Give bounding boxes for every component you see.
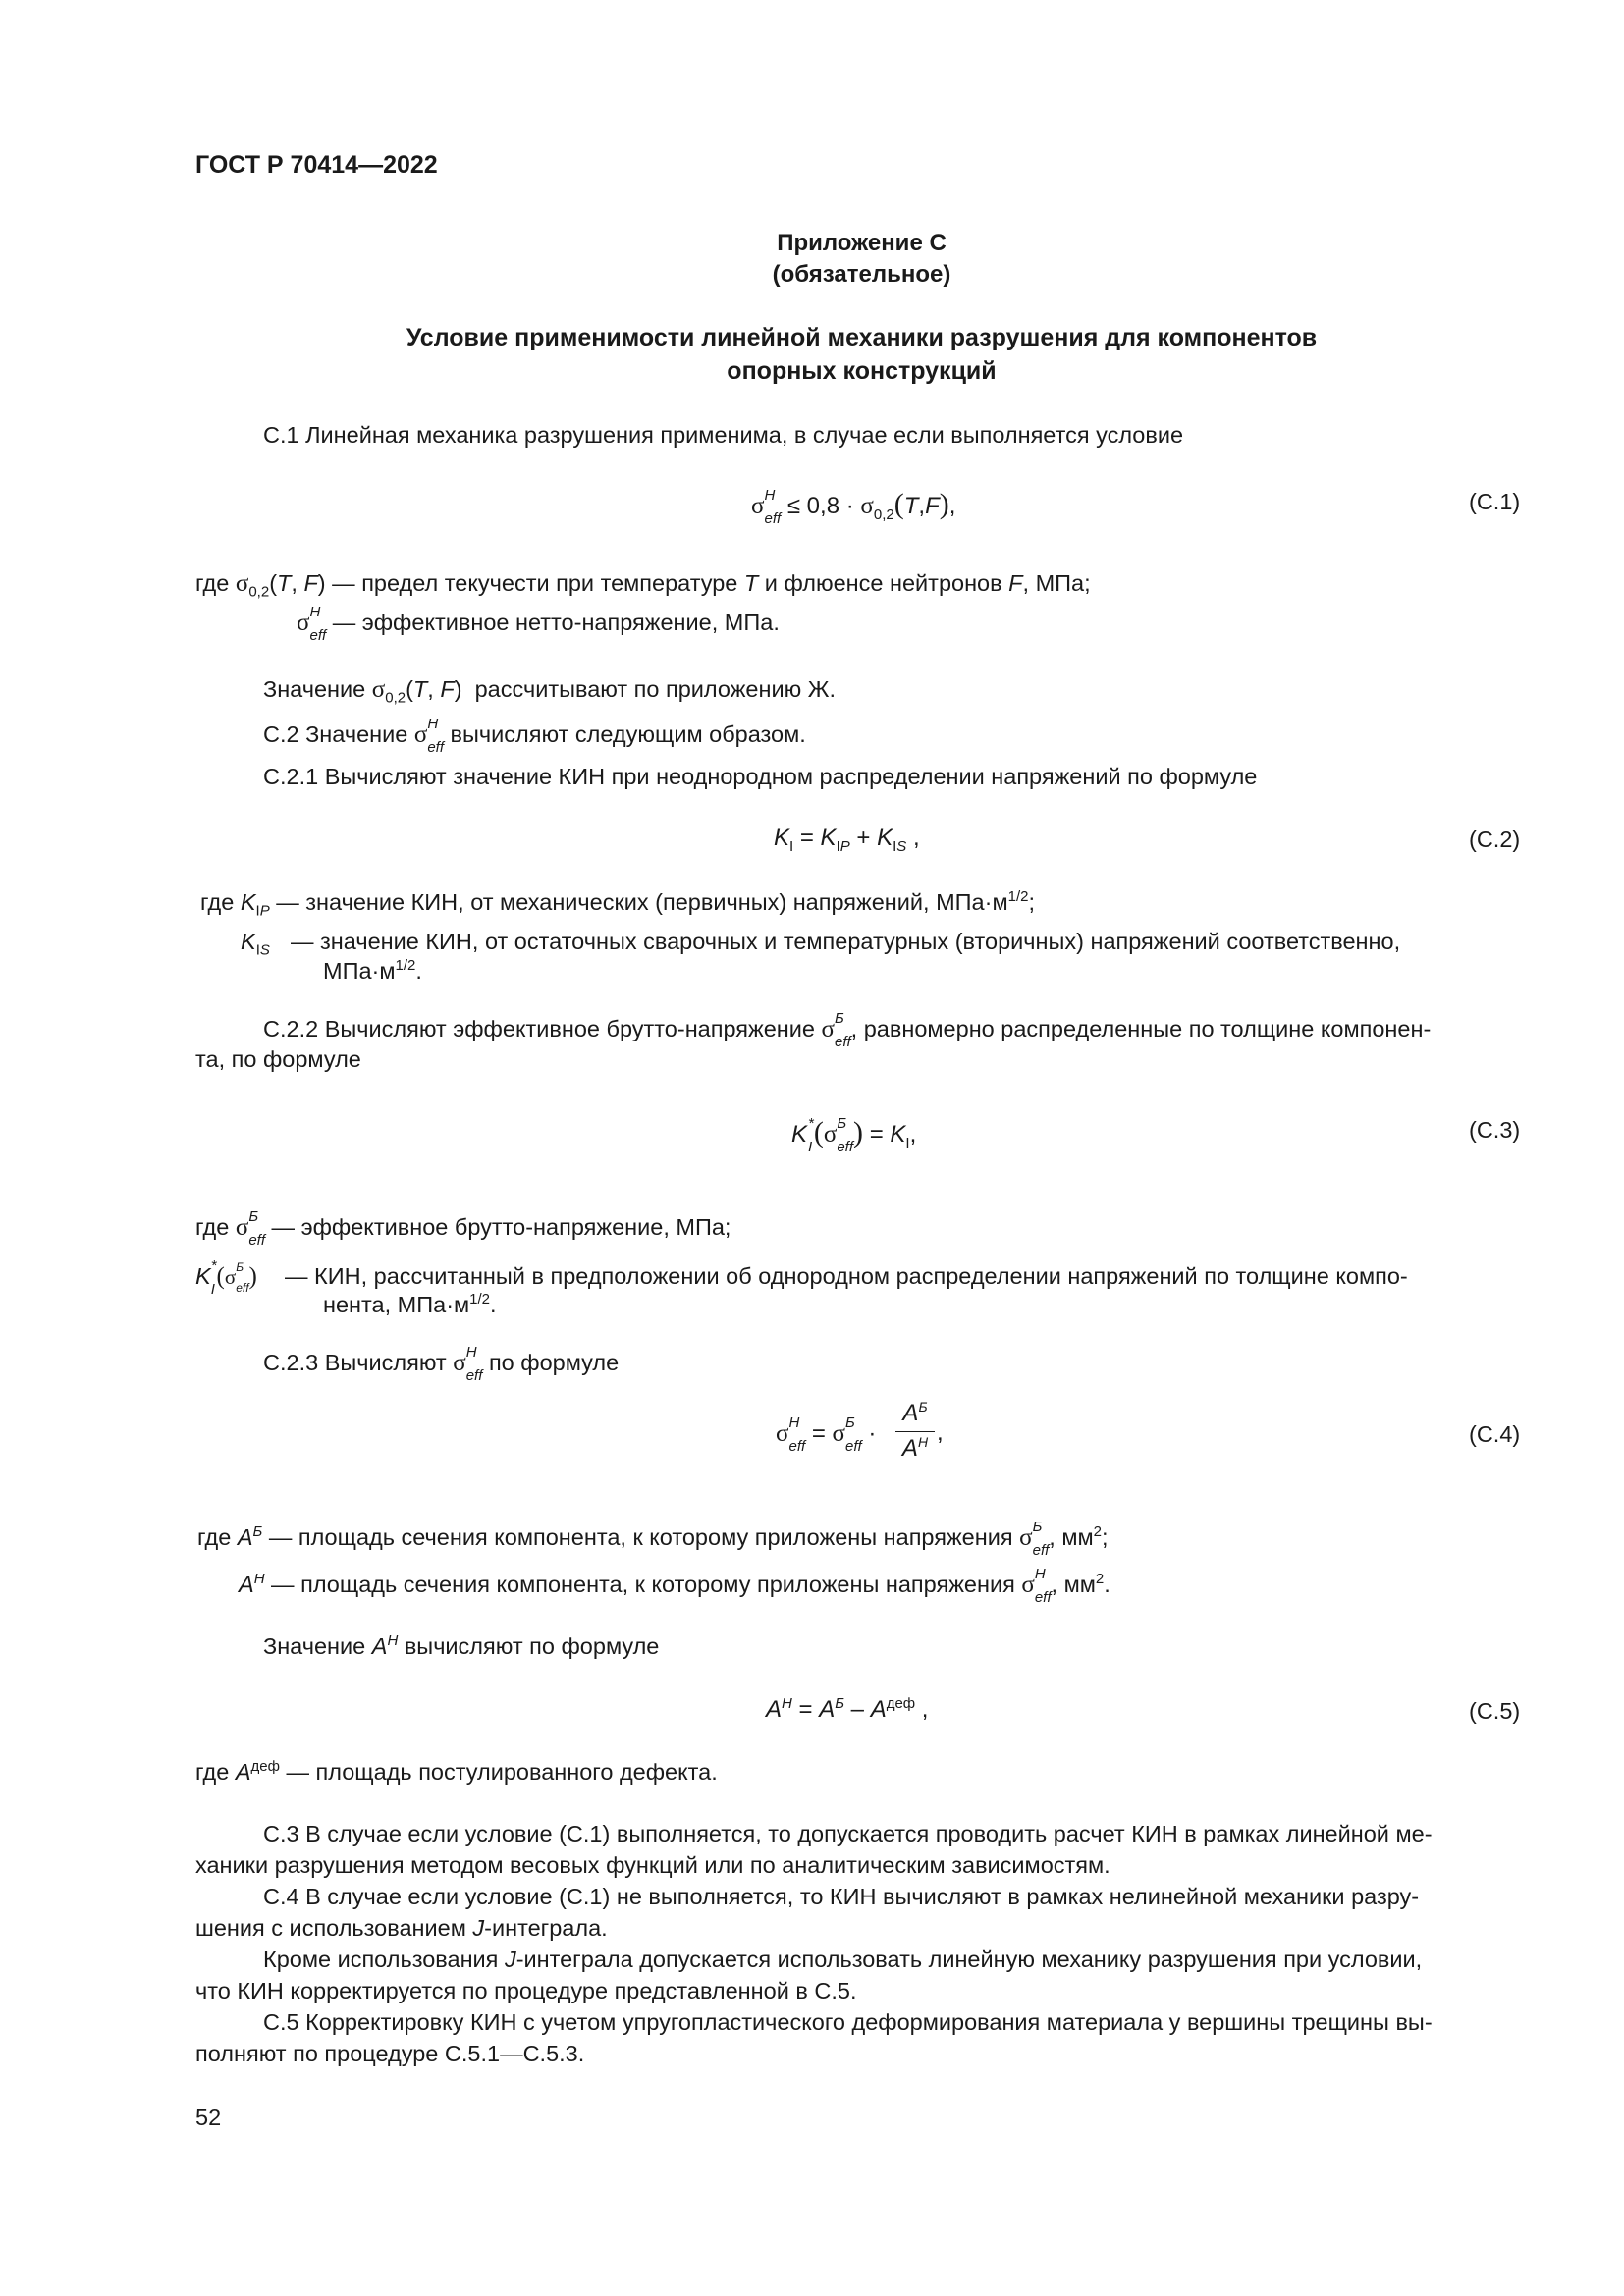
equation-c2: $K_I = K_{IP} + K_{IS}$ , [774,825,920,855]
where1-f: F [1008,570,1023,596]
extra-l1a: Кроме использования [263,1947,499,1972]
c4-l2b: -интеграла. [484,1915,608,1941]
where4-line2-end: , мм [1051,1572,1096,1597]
where1-t: T [743,570,759,596]
value-a-paragraph: Значение $A^H$ вычисляют по формуле [263,1632,660,1659]
where4-line1-end: , мм [1049,1524,1094,1550]
paragraph-c22-line1: С.2.2 Вычисляют эффективное брутто-напряжение σ Б eff , равномерно распределенные по толщине компонен- [263,1009,1432,1050]
equation-c3: K * I (σ Б eff ) = $K_I$, [791,1114,917,1155]
where1-end: , МПа; [1022,570,1091,596]
where-block-5: где $A^{деф}$ — площадь постулированного дефекта. [195,1758,718,1785]
where3-line2-exp: 1/2 [469,1291,491,1308]
where5-text: — площадь постулированного дефекта. [286,1759,718,1785]
where3-line1-text: эффективное брутто-напряжение, МПа; [300,1214,731,1240]
where-block-2-line1: где $K_{IP}$ — значение КИН, от механических (первичных) напряжений, $МПа\cdot м^{1/2}$; [200,888,1035,920]
value-sigma-prefix: Значение [263,676,366,702]
paragraph-c5-line1: С.5 Корректировку КИН с учетом упругопластического деформирования материала у вершины трещины вы- [263,2009,1433,2035]
equation-c1: σ H eff ≤ $0,8 \cdot \sigma_{0,2}(T,F)$, [751,486,956,527]
c22-part2: , равномерно распределенные по толщине компонен- [850,1016,1432,1041]
paragraph-c21: С.2.1 Вычисляют значение КИН при неоднородном распределении напряжений по формуле [263,764,1258,789]
where-word: где [195,1214,230,1240]
c4-l2a: шения с использованием [195,1915,466,1941]
where2-line2-cont: МПа·м [323,958,396,984]
equation-c5: $A^H = A^Б - A^{деф}$ , [766,1695,929,1723]
where1-text: предел текучести при температуре [361,570,738,596]
paragraph-c4-line1: С.4 В случае если условие (С.1) не выполняется, то КИН вычисляют в рамках нелинейной механики разру- [263,1884,1420,1909]
paragraph-extra-line2: что КИН корректируется по процедуре представленной в С.5. [195,1978,857,2003]
where1-mid: и флюенсе нейтронов [764,570,1002,596]
c23-suffix: по формуле [488,1350,620,1375]
where1-line2-text: эффективное нетто-напряжение, МПа. [361,610,780,635]
where-word: где [195,570,230,596]
c2-suffix: вычисляют следующим образом. [450,721,806,747]
value-a-suffix: вычисляют по формуле [404,1633,660,1659]
extra-l1b: -интеграла допускается использовать линейную механику разрушения при условии, [515,1947,1423,1972]
paragraph-c3-line1: С.3 В случае если условие (С.1) выполняется, то допускается проводить расчет КИН в рамках линейной ме- [263,1821,1433,1846]
paragraph-c22-line2: та, по формуле [195,1046,361,1072]
where-word: где [197,1524,232,1550]
paragraph-c23: С.2.3 Вычисляют σ H eff по формуле [263,1343,620,1384]
appendix-heading-line2: опорных конструкций [727,357,997,385]
c23-prefix: С.2.3 Вычисляют [263,1350,447,1375]
where2-line2-exp: 1/2 [395,957,416,975]
where-block-3-line2: K * I (σ Б eff ) — КИН, рассчитанный в предположении об однородном распределении напряжений по толщине компо- [195,1256,1408,1298]
equation-number-c4: (С.4) [1469,1421,1521,1447]
equation-number-c3: (С.3) [1469,1117,1521,1143]
where-word: где [195,1759,230,1785]
paragraph-c3-line2: ханики разрушения методом весовых функций или по аналитическим зависимостям. [195,1852,1110,1878]
where-block-2-line2-cont: $МПа\cdot м^{1/2}$. [323,957,422,984]
c2-prefix: С.2 Значение [263,721,408,747]
appendix-status: (обязательное) [772,261,951,288]
paragraph-c5-line2: полняют по процедуре С.5.1—С.5.3. [195,2041,585,2066]
paragraph-extra-line1: Кроме использования J-интеграла допускается использовать линейную механику разрушения при условии, [263,1947,1423,1972]
where-block-1-line2: σ H eff — эффективное нетто-напряжение, МПа. [297,603,780,644]
where3-line2-cont: нента, МПа·м [323,1292,470,1317]
value-a-prefix: Значение [263,1633,366,1659]
where-block-3-line1: где σ Б eff — эффективное брутто-напряжение, МПа; [195,1207,731,1249]
where-block-3-line2-cont: нента, $МПа\cdot м^{1/2}$. [323,1291,497,1317]
appendix-heading-line1: Условие применимости линейной механики разрушения для компонентов [406,324,1318,351]
value-sigma-paragraph: Значение $\sigma_{0,2}(T$, F) рассчитывают по приложению Ж. [263,676,836,707]
equation-number-c2: (С.2) [1469,827,1521,852]
page-number: 52 [195,2105,222,2130]
equation-number-c1: (С.1) [1469,489,1521,514]
where2-line1-exp: 1/2 [1007,888,1029,906]
equation-number-c5: (С.5) [1469,1698,1521,1724]
value-sigma-suffix: рассчитывают по приложению Ж. [474,676,836,702]
where-block-1-line1: где $\sigma_{0,2}(T$, F) — предел текучести при температуре T и флюенсе нейтронов F, МПа; [195,570,1091,601]
paragraph-c2: С.2 Значение σ H eff вычисляют следующим образом. [263,715,806,756]
where-block-4-line1: где $A^Б$ — площадь сечения компонента, к которому приложены напряжения σ Б eff , $мм^2$; [197,1518,1109,1559]
paragraph-c1: С.1 Линейная механика разрушения применима, в случае если выполняется условие [263,422,1184,448]
where-word: где [200,889,235,915]
where2-line2-text: значение КИН, от остаточных сварочных и температурных (вторичных) напряжений соответственно, [320,929,1401,954]
where-block-4-line2: $A^H$ — площадь сечения компонента, к которому приложены напряжения σ H eff , $мм^2$. [239,1565,1110,1606]
where-block-2-line2: $K_{IS}$ — значение КИН, от остаточных сварочных и температурных (вторичных) напряжений соответственно, [241,929,1401,959]
c22-part1: С.2.2 Вычисляют эффективное брутто-напряжение [263,1016,815,1041]
paragraph-c4-line2: шения с использованием J-интеграла. [195,1915,608,1941]
where4-line1-text: площадь сечения компонента, к которому приложены напряжения [298,1524,1013,1550]
document-code: ГОСТ Р 70414—2022 [195,151,438,179]
where3-line2-text: КИН, рассчитанный в предположении об однородном распределении напряжений по толщине компо- [314,1263,1408,1289]
where2-line1-text: значение КИН, от механических (первичных) напряжений, МПа·м [305,889,1008,915]
where4-line2-text: площадь сечения компонента, к которому приложены напряжения [300,1572,1015,1597]
appendix-title: Приложение С [777,230,947,256]
